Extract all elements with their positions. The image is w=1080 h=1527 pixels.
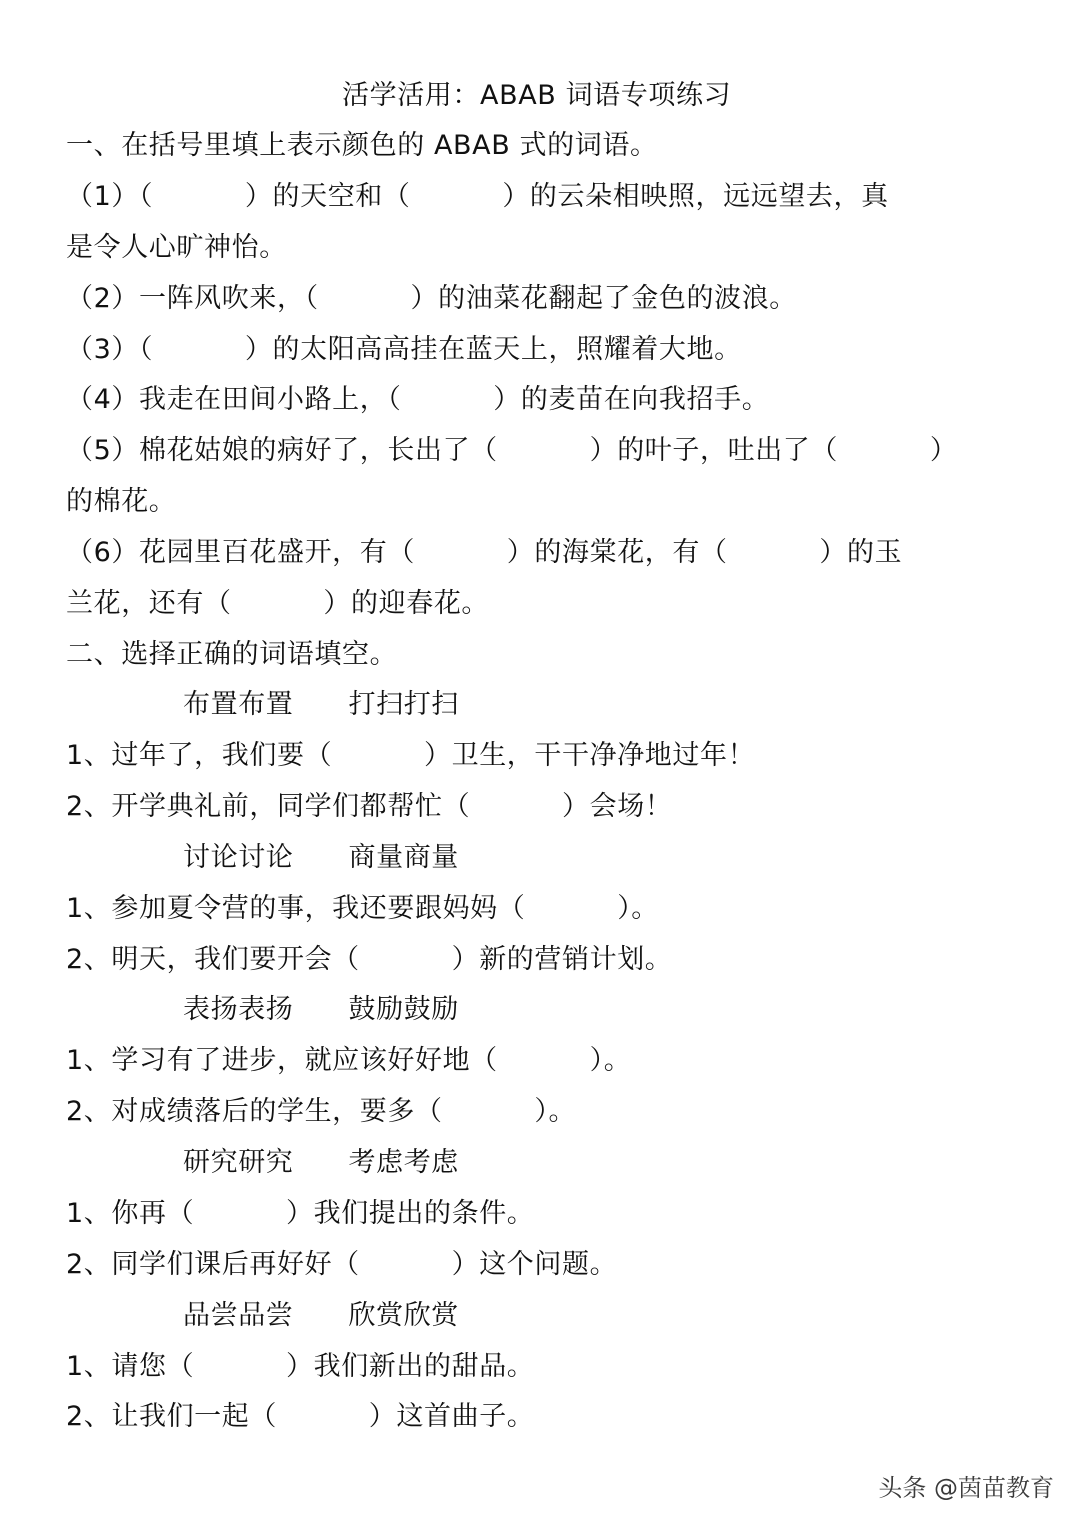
choice-question: 1、你再（ ）我们提出的条件。 bbox=[66, 1198, 535, 1229]
question-3: （3）（ ）的太阳高高挂在蓝天上，照耀着大地。 bbox=[66, 334, 742, 365]
choice-question: 1、请您（ ）我们新出的甜品。 bbox=[66, 1351, 535, 1382]
worksheet-title: 活学活用：ABAB 词语专项练习 bbox=[342, 80, 732, 111]
word-options: 布置布置 打扫打扫 bbox=[183, 689, 459, 720]
question-4: （4）我走在田间小路上，（ ）的麦苗在向我招手。 bbox=[66, 384, 770, 415]
watermark-text: 头条 @茵苗教育 bbox=[878, 1474, 1054, 1502]
question-1-line-2: 是令人心旷神怡。 bbox=[66, 232, 287, 263]
word-options: 表扬表扬 鼓励鼓励 bbox=[183, 994, 459, 1025]
word-options: 研究研究 考虑考虑 bbox=[183, 1147, 459, 1178]
question-1-line-1: （1）（ ）的天空和（ ）的云朵相映照，远远望去，真 bbox=[66, 181, 889, 212]
question-5-line-2: 的棉花。 bbox=[66, 486, 177, 517]
choice-question: 1、参加夏令营的事，我还要跟妈妈（ ）。 bbox=[66, 893, 659, 924]
section-2-heading: 二、选择正确的词语填空。 bbox=[66, 639, 398, 670]
word-options: 讨论讨论 商量商量 bbox=[183, 842, 459, 873]
choice-question: 1、学习有了进步，就应该好好地（ ）。 bbox=[66, 1045, 632, 1076]
choice-question: 2、开学典礼前，同学们都帮忙（ ）会场！ bbox=[66, 791, 673, 822]
choice-question: 1、过年了，我们要（ ）卫生，干干净净地过年！ bbox=[66, 740, 756, 771]
question-6-line-2: 兰花，还有（ ）的迎春花。 bbox=[66, 588, 490, 619]
choice-question: 2、明天，我们要开会（ ）新的营销计划。 bbox=[66, 944, 673, 975]
choice-question: 2、让我们一起（ ）这首曲子。 bbox=[66, 1401, 535, 1432]
word-options: 品尝品尝 欣赏欣赏 bbox=[183, 1300, 459, 1331]
question-2: （2）一阵风吹来，（ ）的油菜花翻起了金色的波浪。 bbox=[66, 283, 797, 314]
choice-question: 2、同学们课后再好好（ ）这个问题。 bbox=[66, 1249, 618, 1280]
section-1-heading: 一、在括号里填上表示颜色的 ABAB 式的词语。 bbox=[66, 130, 658, 161]
question-6-line-1: （6）花园里百花盛开，有（ ）的海棠花，有（ ）的玉 bbox=[66, 537, 903, 568]
choice-question: 2、对成绩落后的学生，要多（ ）。 bbox=[66, 1096, 577, 1127]
question-5-line-1: （5）棉花姑娘的病好了，长出了（ ）的叶子，吐出了（ ） bbox=[66, 435, 958, 466]
